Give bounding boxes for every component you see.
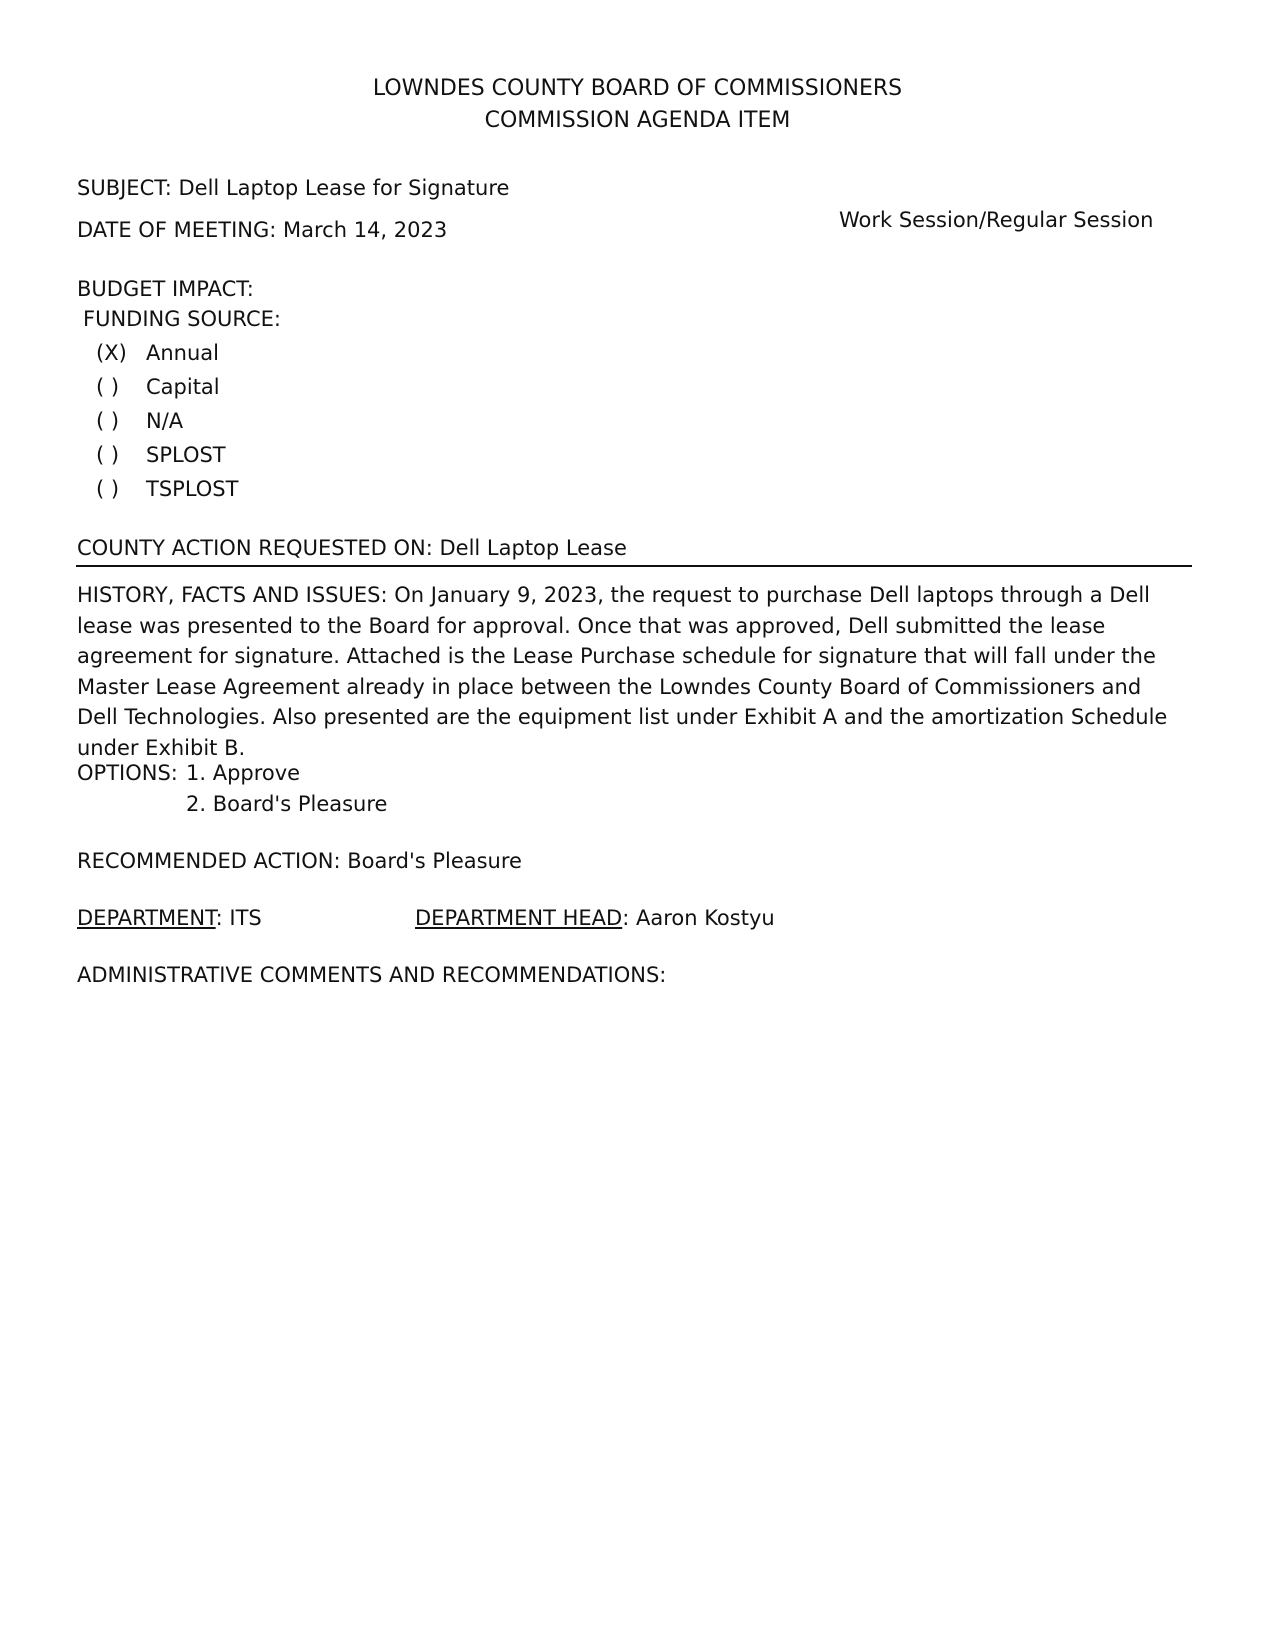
county-action-requested: COUNTY ACTION REQUESTED ON: Dell Laptop Lease [77, 536, 627, 560]
funding-option-label: N/A [146, 409, 184, 433]
funding-option-splost [0, 443, 400, 473]
funding-option-capital [0, 375, 400, 405]
administrative-comments-label: ADMINISTRATIVE COMMENTS AND RECOMMENDATIONS: [77, 963, 667, 987]
options-label: OPTIONS: [77, 761, 178, 785]
funding-checkbox: ( ) [96, 477, 120, 501]
recommended-action: RECOMMENDED ACTION: Board's Pleasure [77, 849, 522, 873]
document-title: LOWNDES COUNTY BOARD OF COMMISSIONERS [372, 76, 903, 101]
funding-source-label: FUNDING SOURCE: [83, 307, 281, 331]
funding-option-tsplost [0, 477, 400, 507]
funding-option-annual [0, 341, 400, 371]
option-item: 2. Board's Pleasure [186, 792, 388, 816]
funding-option-label: Annual [146, 341, 219, 365]
document-subtitle: COMMISSION AGENDA ITEM [484, 108, 791, 133]
funding-option-label: SPLOST [146, 443, 226, 467]
subject-line: SUBJECT: Dell Laptop Lease for Signature [77, 176, 510, 200]
option-item: 1. Approve [186, 761, 301, 785]
funding-checkbox: (X) [96, 341, 127, 365]
funding-option-na [0, 409, 400, 439]
department-head-value: : Aaron Kostyu [622, 906, 775, 930]
department-head [415, 906, 775, 930]
funding-checkbox: ( ) [96, 409, 120, 433]
department-label: DEPARTMENT [77, 906, 216, 930]
department-value: : ITS [215, 906, 262, 930]
session-type: Work Session/Regular Session [839, 208, 1154, 232]
department-head-label: DEPARTMENT HEAD [415, 906, 623, 930]
funding-checkbox: ( ) [96, 375, 120, 399]
funding-checkbox: ( ) [96, 443, 120, 467]
funding-option-label: Capital [146, 375, 220, 399]
budget-impact-label: BUDGET IMPACT: [77, 277, 254, 301]
section-divider [76, 565, 1192, 567]
history-facts-issues: HISTORY, FACTS AND ISSUES: On January 9, 2023, the request to purchase Dell laptops through a Dell lease was presented to the Board for approval. Once that was approved, Dell submitted the lease agreement for signature. Attached is the Lease Purchase schedule for signature that will fall under the Master Lease Agreement already in place between the Lowndes County Board of Commissioners and Dell Technologies. Also presented are the equipment list under Exhibit A and the amortization Schedule under Exhibit B. [77, 583, 1168, 760]
funding-option-label: TSPLOST [146, 477, 239, 501]
date-of-meeting: DATE OF MEETING: March 14, 2023 [77, 218, 448, 242]
department [77, 906, 262, 930]
